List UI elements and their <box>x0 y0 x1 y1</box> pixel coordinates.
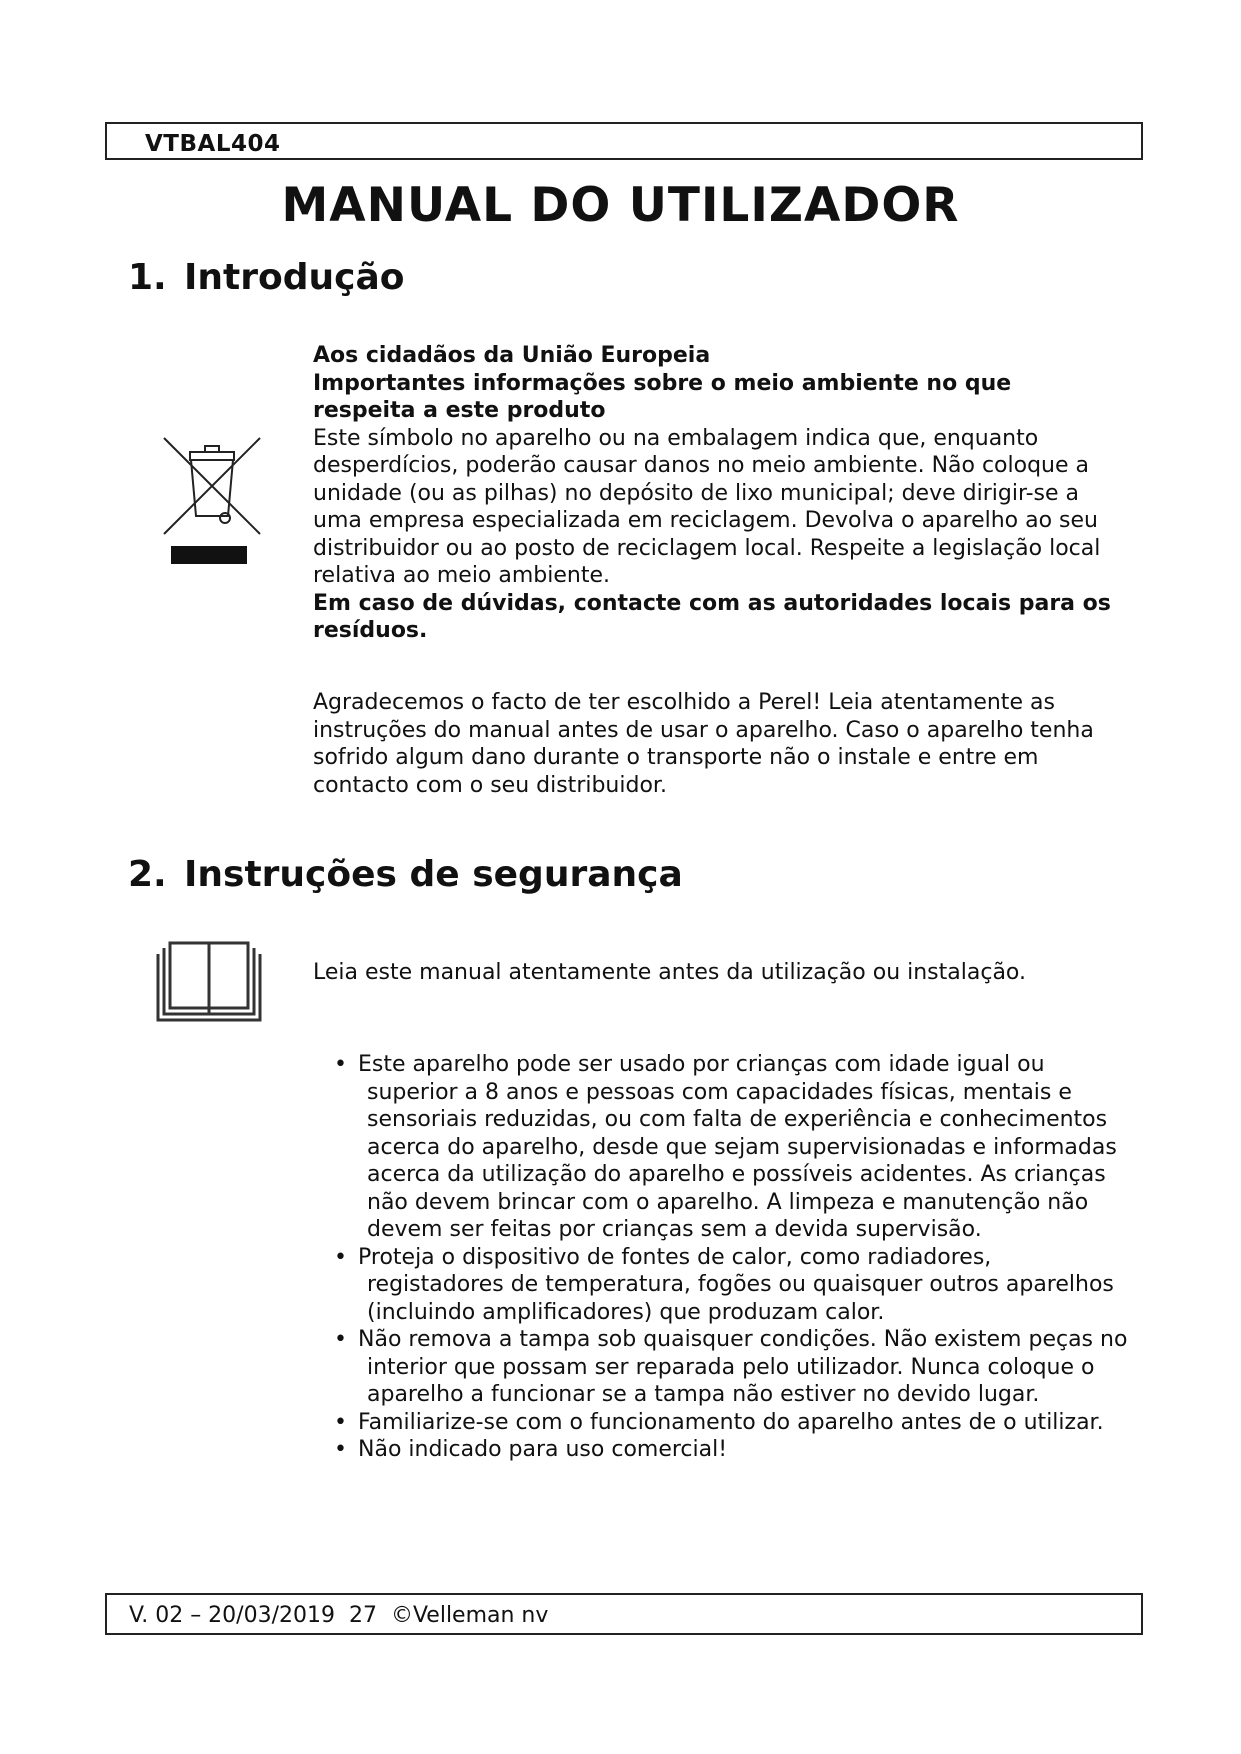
section-2-title: Instruções de segurança <box>184 854 683 895</box>
list-item: • Proteja o dispositivo de fontes de calor, como radiadores, registadores de temperatura, fogões ou quaisquer outros aparelhos (incluindo amplificadores) que produzam calor. <box>310 1244 1130 1327</box>
list-item: • Familiarize-se com o funcionamento do aparelho antes de o utilizar. <box>310 1409 1130 1437</box>
crossed-out-wheelie-bin-icon <box>160 434 270 569</box>
list-item: • Não indicado para uso comercial! <box>310 1436 1130 1464</box>
footer-text: V. 02 – 20/03/2019 27 ©Velleman nv <box>129 1603 549 1628</box>
read-manual-text: Leia este manual atentamente antes da utilização ou instalação. <box>313 960 1026 985</box>
eu-notice-body: Este símbolo no aparelho ou na embalagem indica que, enquanto desperdícios, poderão causar danos no meio ambiente. Não coloque a unidade (ou as pilhas) no depósito de lixo municipal; deve dirigir-se a uma empresa especializada em reciclagem. Devolva o aparelho ao seu distribuidor ou ao posto de reciclagem local. Respeite a legislação local relativa ao meio ambiente. <box>313 425 1101 588</box>
eu-notice-subtitle: Importantes informações sobre o meio ambiente no que respeita a este produto <box>313 370 1012 423</box>
section-2-heading <box>128 854 683 895</box>
open-book-manual-icon <box>156 940 262 1022</box>
section-1-number: 1. <box>128 257 167 298</box>
header-box <box>105 122 1143 160</box>
footer-box <box>105 1593 1143 1635</box>
model-number: VTBAL404 <box>145 131 281 157</box>
safety-instructions-list <box>310 1051 1130 1464</box>
document-title: MANUAL DO UTILIZADOR <box>281 178 960 233</box>
section-2-number: 2. <box>128 854 167 895</box>
section-1-heading <box>128 257 404 298</box>
eu-notice-contact: Em caso de dúvidas, contacte com as autoridades locais para os resíduos. <box>313 590 1111 643</box>
section-1-title: Introdução <box>184 257 405 298</box>
thanks-text: Agradecemos o facto de ter escolhido a Perel! Leia atentamente as instruções do manual antes de usar o aparelho. Caso o aparelho tenha sofrido algum dano durante o transporte não o instale e entre em contacto com o seu distribuidor. <box>313 690 1094 798</box>
list-item: • Este aparelho pode ser usado por crianças com idade igual ou superior a 8 anos e pessoas com capacidades físicas, mentais e sensoriais reduzidas, ou com falta de experiência e conhecimentos acerca do aparelho, desde que sejam supervisionadas e informadas acerca da utilização do aparelho e possíveis acidentes. As crianças não devem brincar com o aparelho. A limpeza e manutenção não devem ser feitas por crianças sem a devida supervisão. <box>310 1051 1130 1244</box>
read-manual-note <box>313 959 1113 987</box>
eu-disposal-notice <box>313 342 1113 645</box>
list-item: • Não remova a tampa sob quaisquer condições. Não existem peças no interior que possam ser reparada pelo utilizador. Nunca coloque o aparelho a funcionar se a tampa não estiver no devido lugar. <box>310 1326 1130 1409</box>
eu-notice-title: Aos cidadãos da União Europeia <box>313 343 711 368</box>
thanks-paragraph <box>313 689 1113 799</box>
